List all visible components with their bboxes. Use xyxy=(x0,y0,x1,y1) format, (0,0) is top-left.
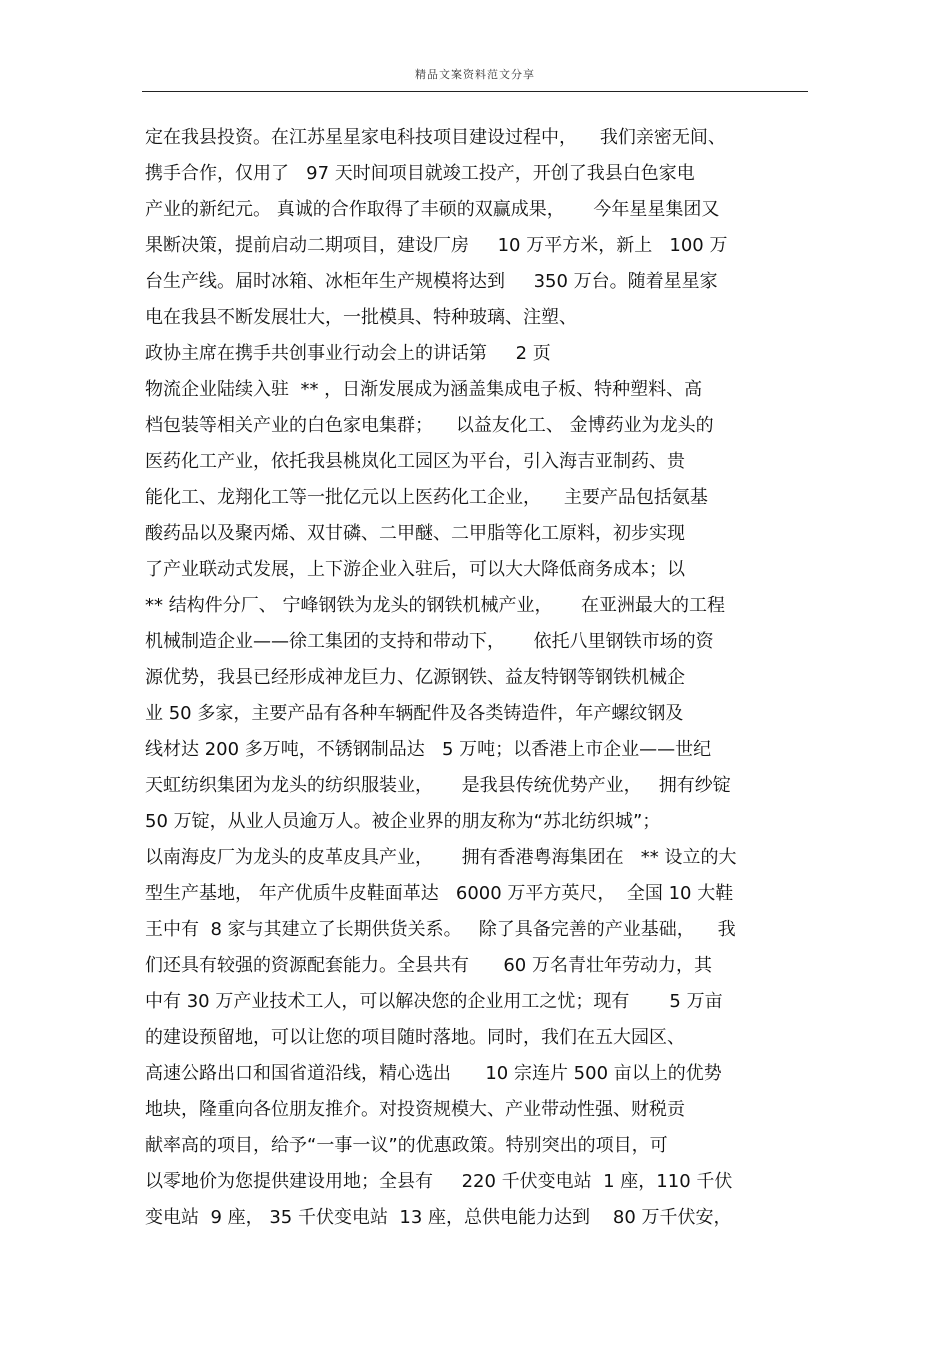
text-line: 天虹纺织集团为龙头的纺织服装业， 是我县传统优势产业， 拥有纱锭 xyxy=(145,775,731,796)
text-line: 物流企业陆续入驻 ** ，日渐发展成为涵盖集成电子板、特种塑料、高 xyxy=(145,379,703,400)
text-line: 业 50 多家，主要产品有各种车辆配件及各类铸造件，年产螺纹钢及 xyxy=(145,703,684,724)
text-line: 定在我县投资。在江苏星星家电科技项目建设过程中， 我们亲密无间、 xyxy=(145,127,726,148)
text-line: 电在我县不断发展壮大，一批模具、特种玻璃、注塑、 xyxy=(145,307,577,328)
text-line: 50 万锭，从业人员逾万人。被企业界的朋友称为“苏北纺织城”； xyxy=(145,811,661,832)
text-line: 线材达 200 多万吨，不锈钢制品达 5 万吨；以香港上市企业——世纪 xyxy=(145,739,712,760)
text-line: 以零地价为您提供建设用地；全县有 220 千伏变电站 1 座，110 千伏 xyxy=(145,1171,733,1192)
text-line: 们还具有较强的资源配套能力。全县共有 60 万名青壮年劳动力，其 xyxy=(145,955,712,976)
text-line: 王中有 8 家与其建立了长期供货关系。 除了具备完善的产业基础， 我 xyxy=(145,919,736,940)
text-line: 献率高的项目，给予“一事一议”的优惠政策。特别突出的项目，可 xyxy=(145,1135,668,1156)
document-body xyxy=(145,120,815,1236)
text-line: 机械制造企业——徐工集团的支持和带动下， 依托八里钢铁市场的资 xyxy=(145,631,714,652)
header-title: 精品文案资料范文分享 xyxy=(415,68,535,81)
text-line: 源优势，我县已经形成神龙巨力、亿源钢铁、益友特钢等钢铁机械企 xyxy=(145,667,685,688)
text-line: 台生产线。届时冰箱、冰柜年生产规模将达到 350 万台。随着星星家 xyxy=(145,271,718,292)
text-line: 型生产基地， 年产优质牛皮鞋面革达 6000 万平方英尺， 全国 10 大鞋 xyxy=(145,883,734,904)
text-line: ** 结构件分厂、 宁峰钢铁为龙头的钢铁机械产业， 在亚洲最大的工程 xyxy=(145,595,726,616)
text-line: 中有 30 万产业技术工人，可以解决您的企业用工之忧；现有 5 万亩 xyxy=(145,991,723,1012)
text-line: 档包装等相关产业的白色家电集群； 以益友化工、 金博药业为龙头的 xyxy=(145,415,714,436)
text-line: 酸药品以及聚丙烯、双甘磷、二甲醚、二甲脂等化工原料，初步实现 xyxy=(145,523,685,544)
text-line: 以南海皮厂为龙头的皮革皮具产业， 拥有香港粤海集团在 ** 设立的大 xyxy=(145,847,737,868)
text-line: 了产业联动式发展，上下游企业入驻后，可以大大降低商务成本；以 xyxy=(145,559,685,580)
text-line: 高速公路出口和国省道沿线，精心选出 10 宗连片 500 亩以上的优势 xyxy=(145,1063,722,1084)
text-line: 医药化工产业，依托我县桃岚化工园区为平台，引入海吉亚制药、贵 xyxy=(145,451,685,472)
page-footer-label: 政协主席在携手共创事业行动会上的讲话第 2 页 xyxy=(145,343,551,364)
page-header xyxy=(0,66,950,82)
text-line: 果断决策，提前启动二期项目，建设厂房 10 万平方米，新上 100 万 xyxy=(145,235,728,256)
text-line: 能化工、龙翔化工等一批亿元以上医药化工企业， 主要产品包括氨基 xyxy=(145,487,708,508)
text-line: 地块，隆重向各位朋友推介。对投资规模大、产业带动性强、财税贡 xyxy=(145,1099,685,1120)
header-divider xyxy=(142,91,808,92)
text-line: 变电站 9 座， 35 千伏变电站 13 座，总供电能力达到 80 万千伏安， xyxy=(145,1207,732,1228)
text-line: 携手合作，仅用了 97 天时间项目就竣工投产，开创了我县白色家电 xyxy=(145,163,695,184)
text-line: 的建设预留地，可以让您的项目随时落地。同时，我们在五大园区、 xyxy=(145,1027,685,1048)
text-line: 产业的新纪元。 真诚的合作取得了丰硕的双赢成果， 今年星星集团又 xyxy=(145,199,720,220)
